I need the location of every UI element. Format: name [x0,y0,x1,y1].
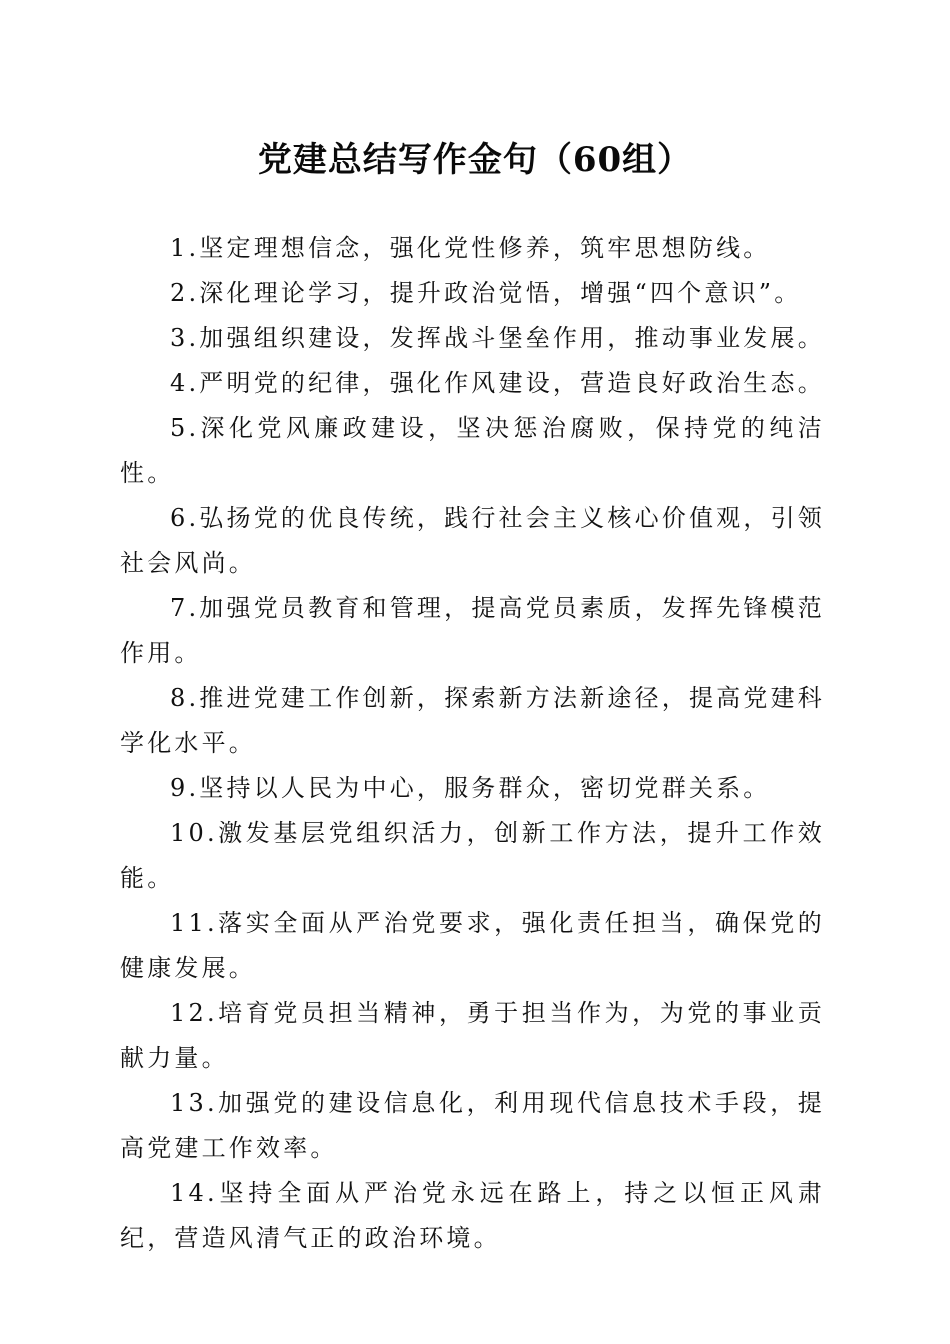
paragraph-9: 9.坚持以人民为中心，服务群众，密切党群关系。 [170,774,771,802]
paragraph-13: 13.加强党的建设信息化，利用现代信息技术手段，提高党建工作效率。 [120,1089,825,1162]
paragraph-5: 5.深化党风廉政建设，坚决惩治腐败，保持党的纯洁性。 [120,414,825,487]
paragraph-11: 11.落实全面从严治党要求，强化责任担当，确保党的健康发展。 [120,909,825,982]
paragraph-7: 7.加强党员教育和管理，提高党员素质，发挥先锋模范作用。 [120,594,825,667]
paragraph-8: 8.推进党建工作创新，探索新方法新途径，提高党建科学化水平。 [120,684,825,757]
paragraph-3: 3.加强组织建设，发挥战斗堡垒作用，推动事业发展。 [170,324,825,352]
document-body [120,226,825,1261]
paragraph-6: 6.弘扬党的优良传统，践行社会主义核心价值观，引领社会风尚。 [120,504,825,577]
page-title: 党建总结写作金句（60组） [257,140,693,180]
paragraph-1: 1.坚定理想信念，强化党性修养，筑牢思想防线。 [170,234,771,262]
paragraph-2: 2.深化理论学习，提升政治觉悟，增强“四个意识”。 [170,279,802,307]
paragraph-10: 10.激发基层党组织活力，创新工作方法，提升工作效能。 [120,819,825,892]
paragraph-4: 4.严明党的纪律，强化作风建设，营造良好政治生态。 [170,369,825,397]
paragraph-12: 12.培育党员担当精神，勇于担当作为，为党的事业贡献力量。 [120,999,825,1072]
paragraph-14: 14.坚持全面从严治党永远在路上，持之以恒正风肃纪，营造风清气正的政治环境。 [120,1179,825,1252]
